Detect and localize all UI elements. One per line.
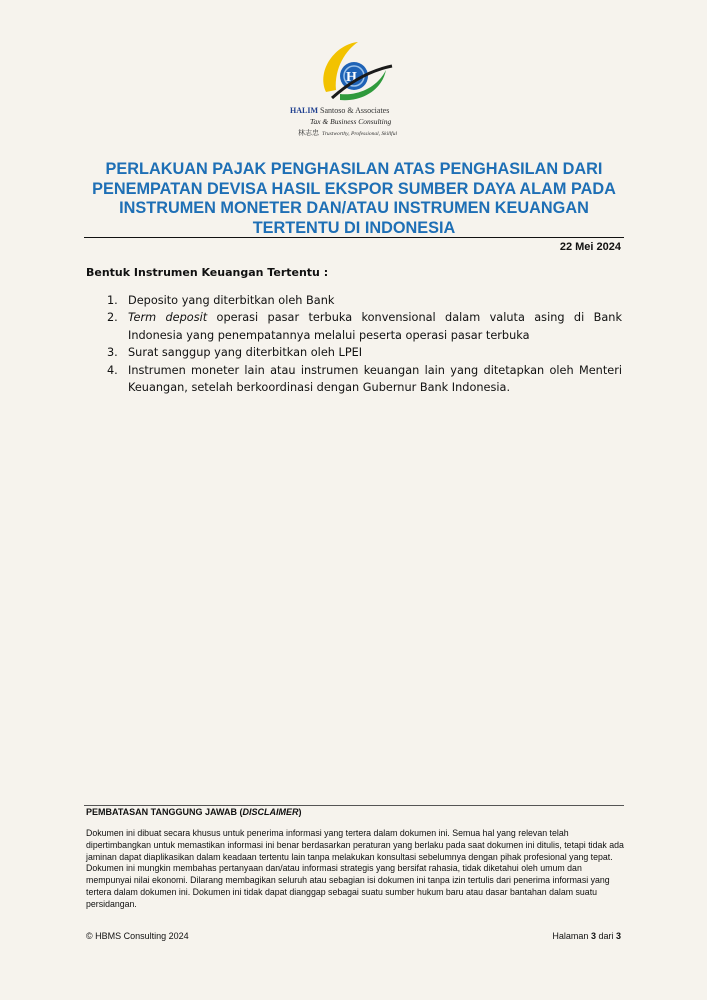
title-divider bbox=[84, 237, 624, 238]
document-title: PERLAKUAN PAJAK PENGHASILAN ATAS PENGHASILAN DARI PENEMPATAN DEVISA HASIL EKSPOR SUMBER DAYA ALAM PADA INSTRUMEN MONETER DAN/ATAU INSTRUMEN KEUANGAN TERTENTU DI INDONESIA bbox=[92, 160, 616, 237]
document-date: 22 Mei 2024 bbox=[559, 241, 621, 253]
logo-emblem-icon bbox=[312, 40, 398, 106]
logo-tagline: 林志忠 Trustworthy, Professional, Skillful bbox=[298, 129, 397, 137]
company-logo bbox=[290, 40, 420, 140]
list-item: 2. Term deposit operasi pasar terbuka konvensional dalam valuta asing di Bank Indonesia yang penempatannya melalui peserta operasi pasar terbuka bbox=[107, 311, 622, 342]
footer-copyright: © HBMS Consulting 2024 bbox=[86, 931, 189, 941]
list-item: 4. Instrumen moneter lain atau instrumen keuangan lain yang ditetapkan oleh Menteri Keuangan, setelah berkoordinasi dengan Gubernur Bank Indonesia. bbox=[107, 363, 622, 395]
list-item: 1. Deposito yang diterbitkan oleh Bank bbox=[107, 294, 335, 307]
list-item: 3. Surat sanggup yang diterbitkan oleh LPEI bbox=[107, 346, 363, 360]
disclaimer-title: PEMBATASAN TANGGUNG JAWAB (DISCLAIMER) bbox=[86, 807, 302, 817]
section-heading: Bentuk Instrumen Keuangan Tertentu : bbox=[86, 266, 329, 279]
svg-text:H: H bbox=[346, 70, 357, 85]
disclaimer-body: Dokumen ini dibuat secara khusus untuk penerima informasi yang tertera dalam dokumen ini. Semua hal yang relevan telah dipertimbangkan untuk memastikan informasi ini benar berdasarkan peraturan yang berlaku pada saat dokumen ini ditulis, tetapi tidak ada jaminan dapat diaplikasikan dalam keadaan tertentu lain tanpa melakukan konsultasi sebelumnya dengan pihak profesional yang tepat. Dokumen ini mungkin membahas pertanyaan dan/atau informasi strategis yang bersifat rahasia, tidak diketahui oleh umum dan mempunyai nilai ekonomi. Dilarang membagikan seluruh atau sebagian isi dokumen ini tanpa izin tertulis dari penerima informasi yang tertera dalam dokumen ini. Dokumen ini tidak dapat dianggap sebagai suatu sumber hukum baru atau dasar bantahan dalam suatu persidangan. bbox=[86, 828, 624, 909]
footer-page-number: Halaman 3 dari 3 bbox=[552, 931, 621, 941]
disclaimer-divider bbox=[84, 805, 624, 806]
instrument-list bbox=[86, 292, 622, 396]
logo-subtitle: Tax & Business Consulting bbox=[310, 117, 392, 126]
logo-firm-name: HALIM Santoso & Associates bbox=[290, 106, 390, 115]
